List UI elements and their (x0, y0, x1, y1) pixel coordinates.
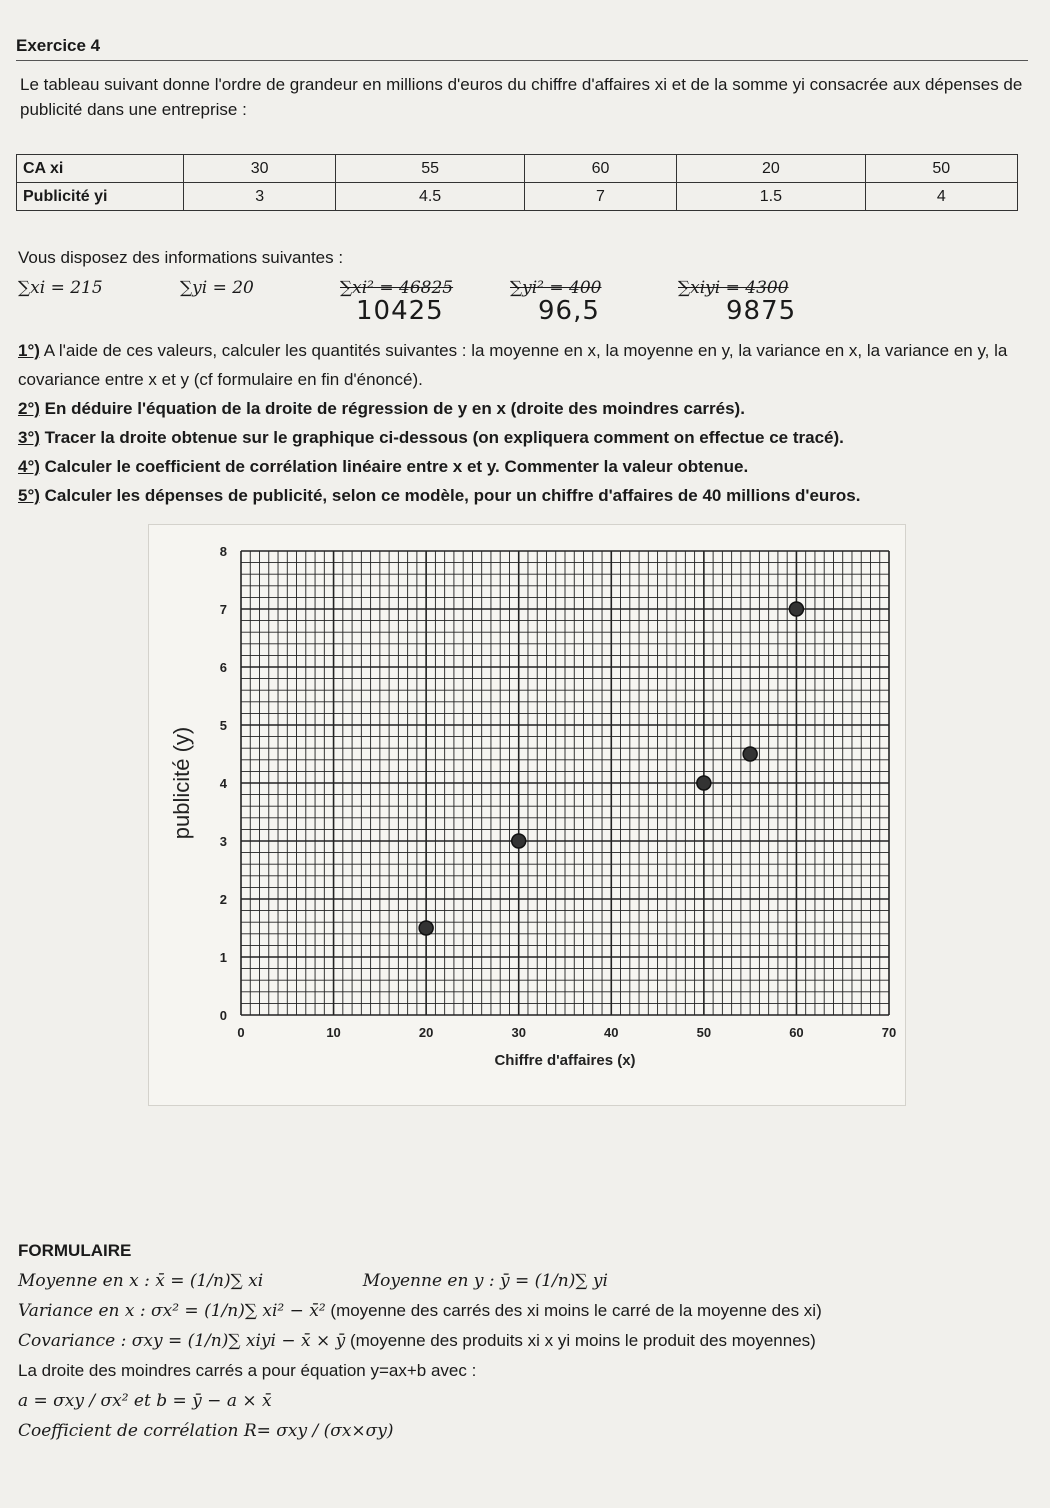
question-text: Calculer les dépenses de publicité, selon ce modèle, pour un chiffre d'affaires de 40 millions d'euros. (44, 486, 861, 505)
intro-text: Le tableau suivant donne l'ordre de grandeur en millions d'euros du chiffre d'affaires xi et de la somme yi consacrée aux dépenses de publicité dans une entreprise : (20, 75, 1023, 119)
questions-list (18, 336, 1038, 510)
title-divider (16, 60, 1028, 61)
table-cell: 7 (524, 183, 676, 211)
handwritten-y2: 96,5 (538, 296, 600, 326)
question-number: 5°) (18, 486, 40, 505)
formula-droite: La droite des moindres carrés a pour équation y=ax+b avec : (18, 1361, 477, 1380)
y-tick-label: 7 (219, 602, 227, 617)
formula-variance (18, 1296, 1038, 1326)
formula-variance-x: Variance en x : σx² = (1/n)∑ xi² − x̄² (18, 1301, 326, 1321)
x-tick-label: 0 (237, 1025, 245, 1040)
y-tick-label: 5 (219, 718, 227, 733)
scatter-chart (148, 524, 906, 1106)
formula-correlation: Coefficient de corrélation R= σxy / (σx×σy) (18, 1421, 394, 1441)
y-tick-label: 4 (219, 776, 227, 791)
y-tick-label: 1 (219, 950, 227, 965)
formula-a-b: a = σxy / σx² et b = ȳ − a × x̄ (18, 1391, 272, 1411)
data-point (697, 776, 711, 790)
x-tick-label: 40 (604, 1025, 619, 1040)
data-point (743, 747, 757, 761)
formula-means (18, 1266, 1038, 1296)
question-5 (18, 481, 1038, 510)
question-text: En déduire l'équation de la droite de régression de y en x (droite des moindres carrés). (44, 399, 745, 418)
formula-moyenne-x: Moyenne en x : x̄ = (1/n)∑ xi (18, 1271, 264, 1291)
sum-y2: ∑yi² = 400 (510, 278, 602, 298)
sum-y: ∑yi = 20 (180, 278, 254, 298)
x-tick-label: 70 (881, 1025, 897, 1040)
data-point (789, 602, 803, 616)
question-3 (18, 423, 1038, 452)
table-row-ca (17, 155, 1018, 183)
sums-line (18, 278, 1018, 338)
formulaire-section (18, 1236, 1038, 1446)
formula-covariance-line (18, 1326, 1038, 1356)
x-tick-label: 20 (418, 1025, 434, 1040)
question-1 (18, 336, 1038, 394)
table-row-publicite (17, 183, 1018, 211)
exercise-title: Exercice 4 (16, 36, 101, 55)
sum-x: ∑xi = 215 (18, 278, 103, 298)
info-heading: Vous disposez des informations suivantes : (18, 248, 344, 267)
table-cell: 1.5 (677, 183, 865, 211)
sum-xy: ∑xiyi = 4300 (678, 278, 789, 298)
data-table (16, 154, 1018, 211)
question-number: 1°) (18, 341, 40, 360)
question-text: A l'aide de ces valeurs, calculer les quantités suivantes : la moyenne en x, la moyenne en y, la variance en x, la variance en y, la covariance entre x et y (cf formulaire en fin d'énoncé). (18, 341, 1008, 389)
data-point (512, 834, 526, 848)
y-tick-label: 2 (219, 892, 227, 907)
table-cell: 55 (336, 155, 524, 183)
sum-x2: ∑xi² = 46825 (340, 278, 454, 298)
x-tick-label: 30 (511, 1025, 526, 1040)
x-tick-label: 50 (696, 1025, 712, 1040)
question-number: 4°) (18, 457, 40, 476)
table-cell: 20 (677, 155, 865, 183)
y-tick-label: 6 (219, 660, 227, 675)
row-label-publicite: Publicité yi (17, 183, 184, 211)
y-tick-label: 0 (219, 1008, 227, 1023)
question-2 (18, 394, 1038, 423)
x-tick-label: 60 (789, 1025, 804, 1040)
scatter-plot-svg (149, 525, 905, 1105)
question-number: 3°) (18, 428, 40, 447)
y-tick-label: 3 (219, 834, 227, 849)
question-4 (18, 452, 1038, 481)
formula-covariance-note: (moyenne des produits xi x yi moins le produit des moyennes) (349, 1331, 816, 1350)
y-axis-label: publicité (y) (169, 726, 194, 840)
table-cell: 60 (524, 155, 676, 183)
question-text: Tracer la droite obtenue sur le graphique ci-dessous (on expliquera comment on effectue ce tracé). (44, 428, 844, 447)
formula-covariance: Covariance : σxy = (1/n)∑ xiyi − x̄ × ȳ (18, 1331, 346, 1351)
question-number: 2°) (18, 399, 40, 418)
table-cell: 4 (865, 183, 1017, 211)
data-point (419, 921, 433, 935)
table-cell: 30 (184, 155, 336, 183)
table-cell: 3 (184, 183, 336, 211)
formulaire-heading: FORMULAIRE (18, 1241, 132, 1260)
table-cell: 4.5 (336, 183, 524, 211)
table-cell: 50 (865, 155, 1017, 183)
handwritten-x2: 10425 (356, 296, 444, 326)
x-tick-label: 10 (326, 1025, 341, 1040)
formula-variance-note: (moyenne des carrés des xi moins le carré de la moyenne des xi) (330, 1301, 822, 1320)
y-tick-label: 8 (219, 544, 227, 559)
row-label-ca: CA xi (17, 155, 184, 183)
handwritten-xy: 9875 (726, 296, 797, 326)
question-text: Calculer le coefficient de corrélation linéaire entre x et y. Commenter la valeur obtenue. (44, 457, 749, 476)
x-axis-label: Chiffre d'affaires (x) (494, 1052, 636, 1069)
formula-moyenne-y: Moyenne en y : ȳ = (1/n)∑ yi (362, 1271, 608, 1291)
